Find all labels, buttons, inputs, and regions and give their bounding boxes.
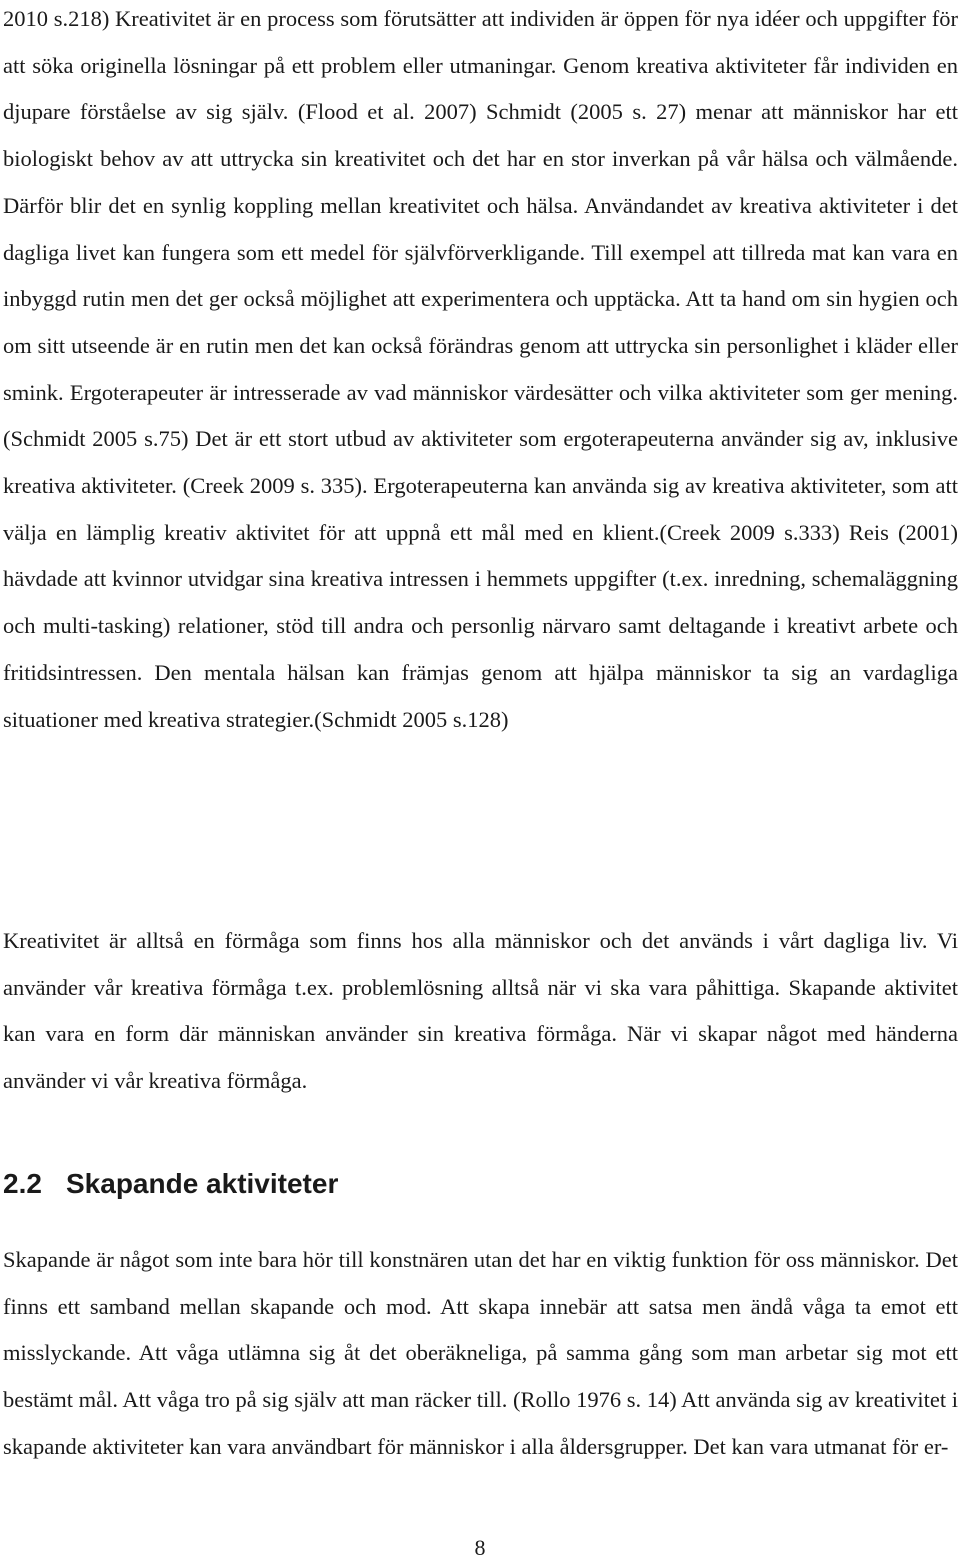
body-paragraph-3: Skapande är något som inte bara hör till konstnären utan det har en viktig funktion för oss människor. Det finns ett samband mellan skapande och mod. Att skapa innebär att satsa men ändå våga ta emot ett misslyckande. Att våga utlämna sig åt det oberäkneliga, på samma gång som man arbetar sig mot ett bestämt mål. Att våga tro på sig själv att man räcker till. (Rollo 1976 s. 14) Att använda sig av kreativitet i skapande aktiviteter kan vara användbart för människor i alla åldersgrupper. Det kan vara utmanat för er-	[3, 1247, 958, 1459]
section-title: Skapande aktiviteter	[66, 1168, 339, 1199]
section-heading	[3, 1162, 338, 1206]
page-number: 8	[474, 1535, 486, 1560]
section-number: 2.2	[3, 1168, 42, 1199]
body-paragraph-2: Kreativitet är alltså en förmåga som finns hos alla människor och det används i vårt dagliga liv. Vi använder vår kreativa förmåga t.ex. problemlösning alltså när vi ska vara påhittiga. Skapande aktivitet kan vara en form där människan använder sin kreativa förmåga. När vi skapar något med händerna använder vi vår kreativa förmåga.	[3, 928, 958, 1094]
body-paragraph-1: 2010 s.218) Kreativitet är en process som förutsätter att individen är öppen för nya idéer och uppgifter för att söka originella lösningar på ett problem eller utmaningar. Genom kreativa aktiviteter får individen en djupare förståelse av sig själv. (Flood et al. 2007) Schmidt (2005 s. 27) menar att människor har ett biologiskt behov av att uttrycka sin kreativitet och det har en stor inverkan på vår hälsa och välmående. Därför blir det en synlig koppling mellan kreativitet och hälsa. Användandet av kreativa aktiviteter i det dagliga livet kan fungera som ett medel för självförverkligande. Till exempel att tillreda mat kan vara en inbyggd rutin men det ger också möjlighet att experimentera och upptäcka. Att ta hand om sin hygien och om sitt utseende är en rutin men det kan också förändras genom att uttrycka sin personlighet i kläder eller smink. Ergoterapeuter är intresserade av vad människor värdesätter och vilka aktiviteter som ger mening. (Schmidt 2005 s.75) Det är ett stort utbud av aktiviteter som ergoterapeuterna använder sig av, inklusive kreativa aktiviteter. (Creek 2009 s. 335). Ergoterapeuterna kan använda sig av kreativa aktiviteter, som att välja en lämplig kreativ aktivitet för att uppnå ett mål med en klient.(Creek 2009 s.333) Reis (2001) hävdade att kvinnor utvidgar sina kreativa intressen i hemmets uppgifter (t.ex. inredning, schemaläggning och multi-tasking) relationer, stöd till andra och personlig närvaro samt deltagande i kreativt arbete och fritidsintressen. Den mentala hälsan kan främjas genom att hjälpa människor ta sig an vardagliga situationer med kreativa strategier.(Schmidt 2005 s.128)	[3, 6, 958, 732]
